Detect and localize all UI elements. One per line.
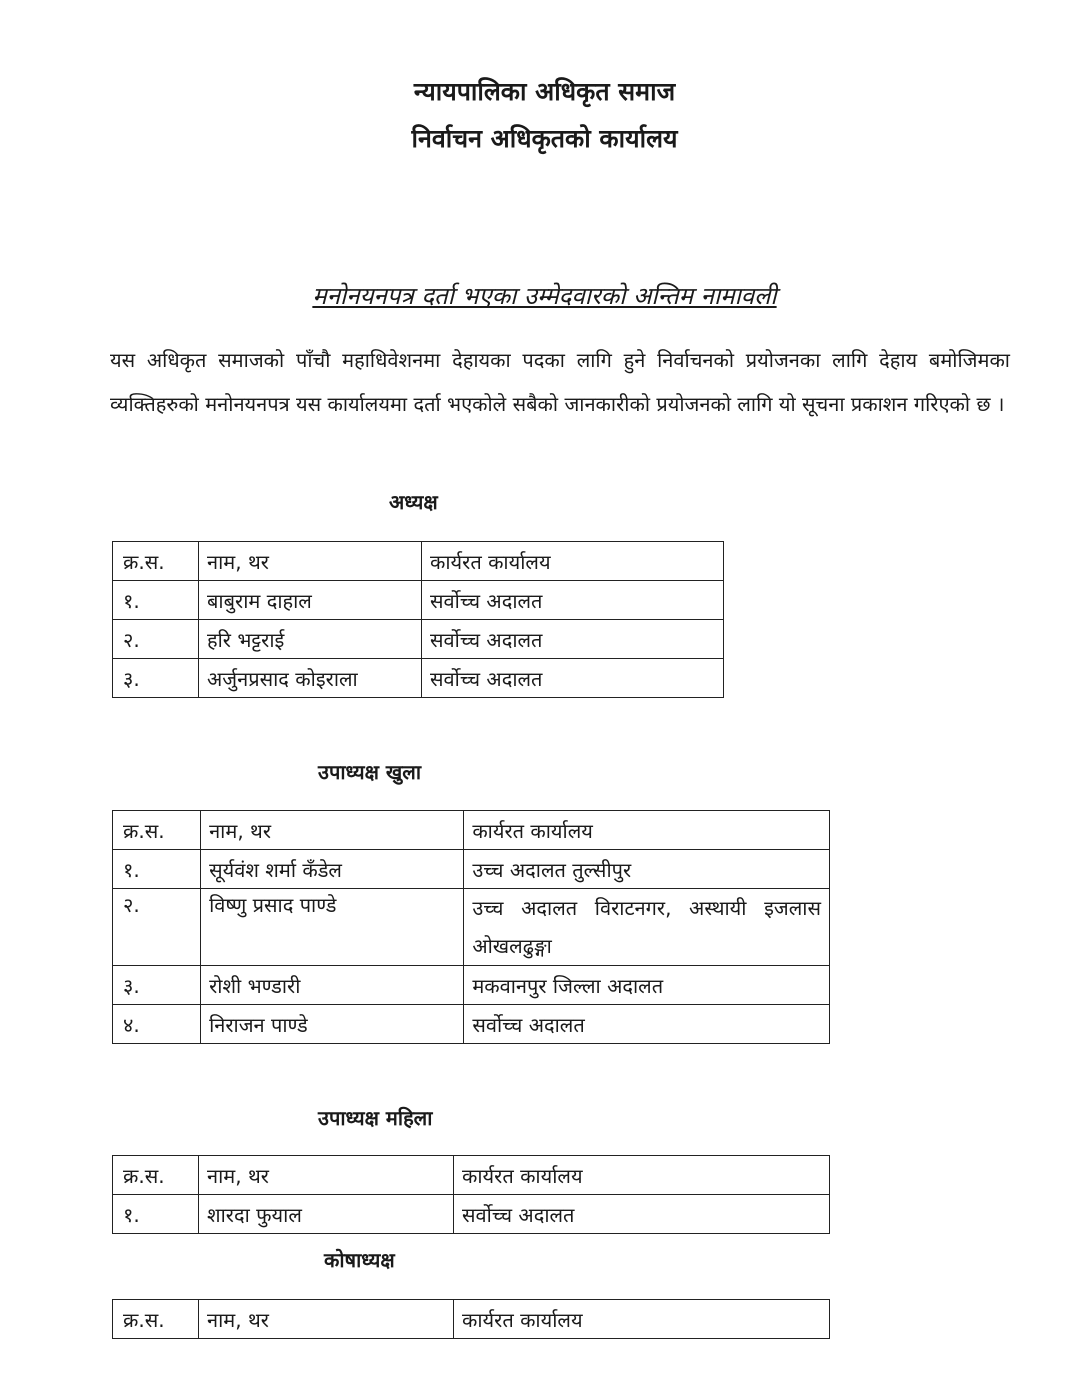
table-header-row [113, 811, 830, 850]
column-header-sn: क्र.स. [113, 1156, 199, 1195]
column-header-sn: क्र.स. [113, 542, 199, 581]
column-header-name: नाम, थर [199, 1156, 454, 1195]
cell-sn: २. [113, 889, 201, 966]
column-header-office: कार्यरत कार्यालय [454, 1156, 830, 1195]
cell-sn: ३. [113, 966, 201, 1005]
column-header-sn: क्र.स. [113, 1300, 199, 1339]
section-heading-vice-president-women: उपाध्यक्ष महिला [318, 1106, 433, 1130]
cell-sn: १. [113, 850, 201, 889]
cell-name: शारदा फुयाल [199, 1195, 454, 1234]
table-vice-president-women [112, 1155, 830, 1234]
cell-office: उच्च अदालत विराटनगर, अस्थायी इजलास ओखलढुङ्गा [464, 889, 830, 966]
table-vice-president-open [112, 810, 830, 1044]
column-header-office: कार्यरत कार्यालय [454, 1300, 830, 1339]
column-header-office: कार्यरत कार्यालय [422, 542, 724, 581]
cell-name: रोशी भण्डारी [201, 966, 464, 1005]
table-row [113, 1005, 830, 1044]
table-row [113, 966, 830, 1005]
cell-office: मकवानपुर जिल्ला अदालत [464, 966, 830, 1005]
notice-title: मनोनयनपत्र दर्ता भएका उम्मेदवारको अन्तिम नामावली [312, 282, 777, 310]
cell-name: निराजन पाण्डे [201, 1005, 464, 1044]
cell-office: सर्वोच्च अदालत [422, 581, 724, 620]
column-header-name: नाम, थर [201, 811, 464, 850]
cell-sn: १. [113, 581, 199, 620]
cell-name: सूर्यवंश शर्मा कँडेल [201, 850, 464, 889]
table-row [113, 1195, 830, 1234]
table-row [113, 620, 724, 659]
table-header-row [113, 1300, 830, 1339]
notice-intro: यस अधिकृत समाजको पाँचौ महाधिवेशनमा देहायका पदका लागि हुने निर्वाचनको प्रयोजनका लागि देहाय बमोजिमका व्यक्तिहरुको मनोनयनपत्र यस कार्यालयमा दर्ता भएकोले सबैको जानकारीको प्रयोजनको लागि यो सूचना प्रकाशन गरिएको छ । [110, 348, 1010, 416]
section-heading-president: अध्यक्ष [389, 490, 438, 514]
cell-name: विष्णु प्रसाद पाण्डे [201, 889, 464, 966]
table-row [113, 659, 724, 698]
cell-sn: १. [113, 1195, 199, 1234]
cell-name: हरि भट्टराई [199, 620, 422, 659]
table-treasurer [112, 1299, 830, 1339]
cell-sn: ४. [113, 1005, 201, 1044]
cell-office: सर्वोच्च अदालत [464, 1005, 830, 1044]
cell-office: सर्वोच्च अदालत [422, 659, 724, 698]
column-header-name: नाम, थर [199, 542, 422, 581]
cell-sn: २. [113, 620, 199, 659]
office-title: निर्वाचन अधिकृतको कार्यालय [411, 124, 678, 153]
cell-name: अर्जुनप्रसाद कोइराला [199, 659, 422, 698]
organization-title: न्यायपालिका अधिकृत समाज [413, 77, 676, 106]
cell-office: उच्च अदालत तुल्सीपुर [464, 850, 830, 889]
table-header-row [113, 1156, 830, 1195]
table-header-row [113, 542, 724, 581]
cell-office: सर्वोच्च अदालत [454, 1195, 830, 1234]
table-row [113, 581, 724, 620]
column-header-office: कार्यरत कार्यालय [464, 811, 830, 850]
cell-name: बाबुराम दाहाल [199, 581, 422, 620]
cell-sn: ३. [113, 659, 199, 698]
table-row [113, 889, 830, 966]
column-header-sn: क्र.स. [113, 811, 201, 850]
table-president [112, 541, 724, 698]
section-heading-vice-president-open: उपाध्यक्ष खुला [318, 760, 422, 784]
cell-office: सर्वोच्च अदालत [422, 620, 724, 659]
table-row [113, 850, 830, 889]
column-header-name: नाम, थर [199, 1300, 454, 1339]
section-heading-treasurer: कोषाध्यक्ष [324, 1248, 395, 1272]
